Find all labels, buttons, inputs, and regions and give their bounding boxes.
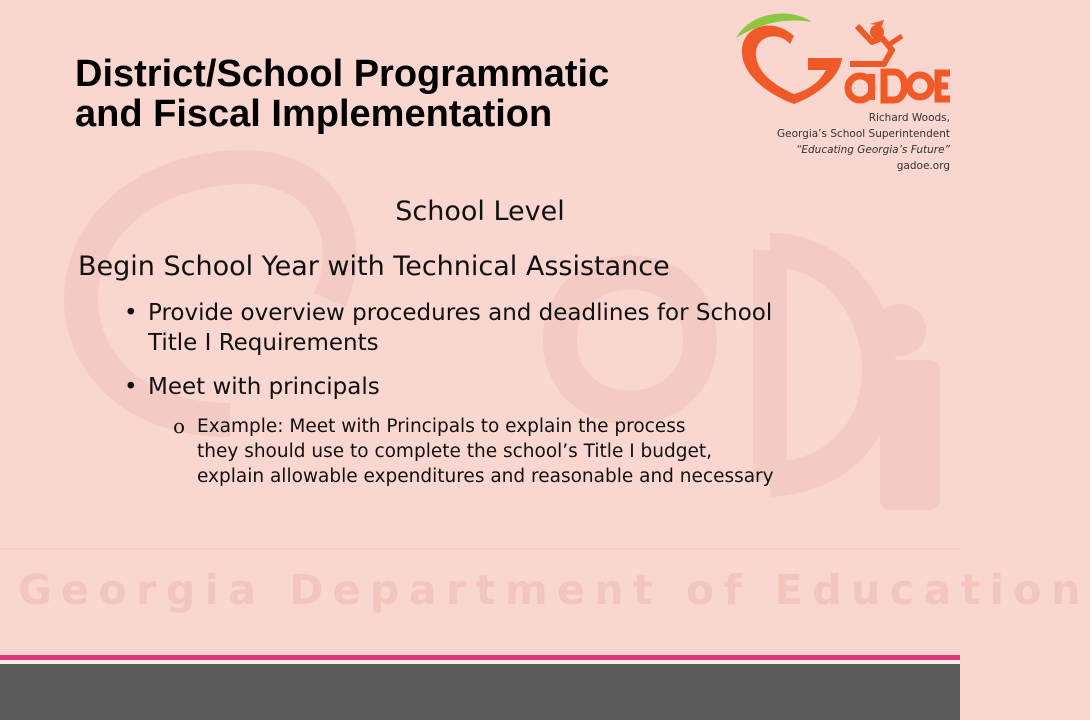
- bullet-dot-icon: •: [124, 374, 138, 400]
- bullet-item: [124, 372, 908, 402]
- sub-bullet-item: [173, 414, 897, 489]
- slide-title-line-1: District/School Programmatic: [75, 53, 610, 95]
- footer-bar: [0, 664, 960, 720]
- sub-bullet-line: explain allowable expenditures and reasonable and necessary: [197, 466, 774, 487]
- bullet-line: Title I Requirements: [148, 330, 379, 356]
- slide-subtitle: School Level: [395, 196, 565, 227]
- superintendent-name: Richard Woods,: [868, 112, 950, 124]
- bullet-line: Provide overview procedures and deadlines for School: [148, 300, 773, 326]
- sub-bullet-list: [173, 414, 897, 489]
- logo-caption: [777, 110, 950, 174]
- sub-bullet-marker: o: [173, 414, 186, 438]
- bullet-item: [124, 298, 908, 358]
- bullet-dot-icon: •: [124, 300, 138, 326]
- superintendent-role: Georgia’s School Superintendent: [777, 128, 950, 140]
- sub-bullet-line: Example: Meet with Principals to explain the process: [197, 416, 686, 437]
- section-heading: Begin School Year with Technical Assistance: [78, 251, 670, 282]
- slide-title-line-2: and Fiscal Implementation: [75, 93, 553, 135]
- sub-bullet-line: they should use to complete the school’s Title I budget,: [197, 441, 713, 462]
- website-url: gadoe.org: [896, 160, 950, 172]
- watermark-text: Georgia Department of Education: [18, 566, 1090, 614]
- slide-title: [75, 54, 609, 134]
- bullet-list: [124, 298, 908, 416]
- gadoe-logo: [732, 8, 954, 106]
- bullet-line: Meet with principals: [148, 374, 380, 400]
- logo-tagline: “Educating Georgia’s Future”: [795, 144, 950, 156]
